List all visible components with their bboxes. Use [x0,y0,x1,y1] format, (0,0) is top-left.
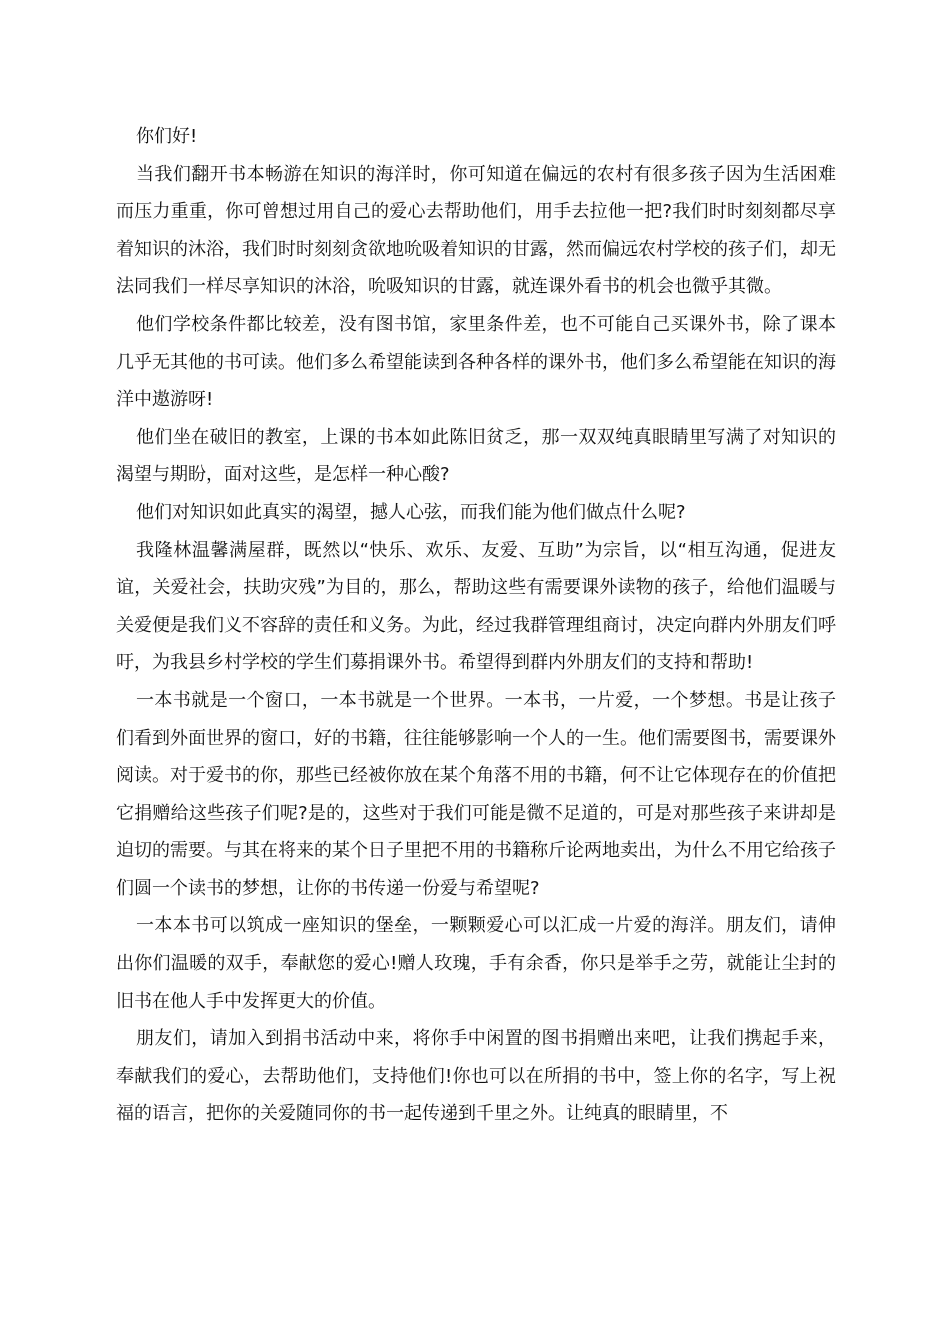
body-paragraph: 朋友们，请加入到捐书活动中来，将你手中闲置的图书捐赠出来吧，让我们携起手来，奉献我们的爱心，去帮助他们，支持他们!你也可以在所捐的书中，签上你的名字，写上祝福的语言，把你的关爱随同你的书一起传递到千里之外。让纯真的眼睛里，不 [116,1028,836,1125]
body-paragraph: 我隆林温馨满屋群，既然以“快乐、欢乐、友爱、互助”为宗旨，以“相互沟通，促进友谊，关爱社会，扶助灾残”为目的，那么，帮助这些有需要课外读物的孩子，给他们温暖与关爱便是我们义不容辞的责任和义务。为此，经过我群管理组商讨，决定向群内外朋友们呼吁，为我县乡村学校的学生们募捐课外书。希望得到群内外朋友们的支持和帮助! [116,539,836,674]
body-paragraph: 一本本书可以筑成一座知识的堡垒，一颗颗爱心可以汇成一片爱的海洋。朋友们，请伸出你们温暖的双手，奉献您的爱心!赠人玫瑰，手有余香，你只是举手之劳，就能让尘封的旧书在他人手中发挥更大的价值。 [116,915,836,1012]
body-paragraph: 他们对知识如此真实的渴望，撼人心弦，而我们能为他们做点什么呢? [136,501,686,523]
document-body [116,118,836,1133]
body-paragraph: 一本书就是一个窗口，一本书就是一个世界。一本书，一片爱，一个梦想。书是让孩子们看到外面世界的窗口，好的书籍，往往能够影响一个人的一生。他们需要图书，需要课外阅读。对于爱书的你，那些已经被你放在某个角落不用的书籍，何不让它体现存在的价值把它捐赠给这些孩子们呢?是的，这些对于我们可能是微不足道的，可是对那些孩子来讲却是迫切的需要。与其在将来的某个日子里把不用的书籍称斤论两地卖出，为什么不用它给孩子们圆一个读书的梦想，让你的书传递一份爱与希望呢? [116,689,836,899]
body-paragraph: 他们学校条件都比较差，没有图书馆，家里条件差，也不可能自己买课外书，除了课本几乎无其他的书可读。他们多么希望能读到各种各样的课外书，他们多么希望能在知识的海洋中遨游呀! [116,313,836,411]
body-paragraph: 他们坐在破旧的教室，上课的书本如此陈旧贫乏，那一双双纯真眼睛里写满了对知识的渴望与期盼，面对这些，是怎样一种心酸? [116,426,836,486]
greeting-paragraph: 你们好! [136,126,198,147]
body-paragraph: 当我们翻开书本畅游在知识的海洋时，你可知道在偏远的农村有很多孩子因为生活困难而压力重重，你可曾想过用自己的爱心去帮助他们，用手去拉他一把?我们时时刻刻都尽享着知识的沐浴，我们时时刻刻贪欲地吮吸着知识的甘露，然而偏远农村学校的孩子们，却无法同我们一样尽享知识的沐浴，吮吸知识的甘露，就连课外看书的机会也微乎其微。 [116,163,836,298]
